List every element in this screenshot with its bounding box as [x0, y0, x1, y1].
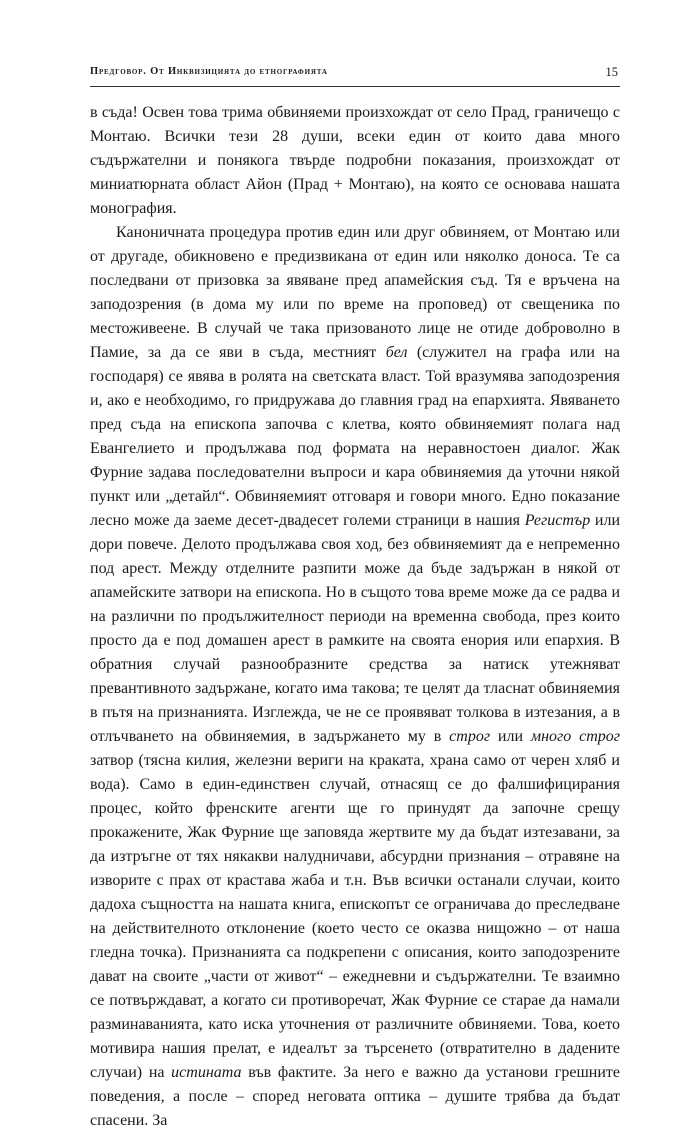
- text-run: във фактите. За него е важно да установи грешните поведения, а после – според неговата оптика – душите трябва да бъдат спасени. За: [90, 1064, 620, 1129]
- body-text: [90, 101, 620, 1133]
- text-run: (служител на графа или на господаря) се явява в ролята на светската власт. Той вразумява заподозрения и, ако е необходимо, го придружава до главния град на епархията. Явяването пред съда на епископа започва с клетва, която обвиняемият полага над Евангелието и продължава под формата на неравностоен диалог. Жак Фурние задава последователни въпроси и кара обвиняемия да уточни някой пункт или „детайл“. Обвиняемият отговаря и говори много. Едно показание лесно може да заеме десет-двадесет големи страници в нашия: [90, 344, 620, 529]
- running-title: Предговор. От Инквизицията до етнографията: [90, 66, 328, 77]
- italic-term-very-strict: много строг: [530, 728, 620, 745]
- paragraph-procedure: [90, 221, 620, 1133]
- paragraph-continued: в съда! Освен това трима обвиняеми произхождат от село Прад, граничещо с Монтаю. Всички тези 28 души, всеки един от които дава много съдържателни и понякога твърде подробни показания, произхождат от миниатюрната област Айон (Прад + Монтаю), на която се основава нашата монография.: [90, 104, 620, 217]
- italic-term-bel: бел: [385, 344, 408, 361]
- text-run: затвор (тясна килия, железни вериги на краката, храна само от черен хляб и вода). Само в един-единствен случай, отнасящ се до фалшифицирания процес, който френските агенти ще го принудят да започне срещу прокажените, Жак Фурние ще заповяда жертвите му да бъдат изтезавани, за да изтръгне от тях някакви налудничави, абсурдни признания – отравяне на изворите с прах от крастава жаба и т.н. Във всички останали случаи, които дадоха същността на нашата книга, епископът се ограничава до преследване на действителното отклонение (което често се оказва нищожно – от наша гледна точка). Признанията са подкрепени с описания, които заподозрените дават на своите „части от живот“ – ежедневни и съдържателни. Те взаимно се потвърждават, а когато си противоречат, Жак Фурние се старае да намали разминаванията, като иска уточнения от различните обвиняеми. Това, което мотивира нашия прелат, е идеалът за търсенето (отвратително в дадените случаи) на: [90, 752, 620, 1081]
- text-run: Каноничната процедура против един или друг обвиняем, от Монтаю или от другаде, обикновено е предизвикана от един или няколко доноса. Те са последвани от призовка за явяване пред апамейския съд. Тя е връчена на заподозрения (в дома му или по време на проповед) от свещеника по местоживеене. В случай че така призованото лице не отиде доброволно в Памие, за да се яви в съда, местният: [90, 224, 620, 361]
- text-run: или: [490, 728, 531, 745]
- italic-term-register: Регистър: [524, 512, 591, 529]
- page-number: 15: [605, 65, 618, 79]
- running-head: [90, 64, 620, 87]
- text-run: или дори повече. Делото продължава своя ход, без обвиняемият да е непременно под арест. Между отделните разпити може да бъде задържан в някой от апамейските затвори на епископа. Но в същото това време може да се радва и на различни по продължителност периоди на временна свобода, през които просто да е под домашен арест в рамките на своята енория или епархия. В обратния случай разнообразните средства за натиск утежняват превантивното задържане, когато има такова; те целят да тласнат обвиняемия в пътя на признанията. Изглежда, че не се проявяват толкова в изтезания, а в отлъчването на обвиняемия, в задържането му в: [90, 512, 621, 745]
- italic-term-strict: строг: [449, 728, 491, 745]
- italic-term-truth: истината: [171, 1064, 242, 1081]
